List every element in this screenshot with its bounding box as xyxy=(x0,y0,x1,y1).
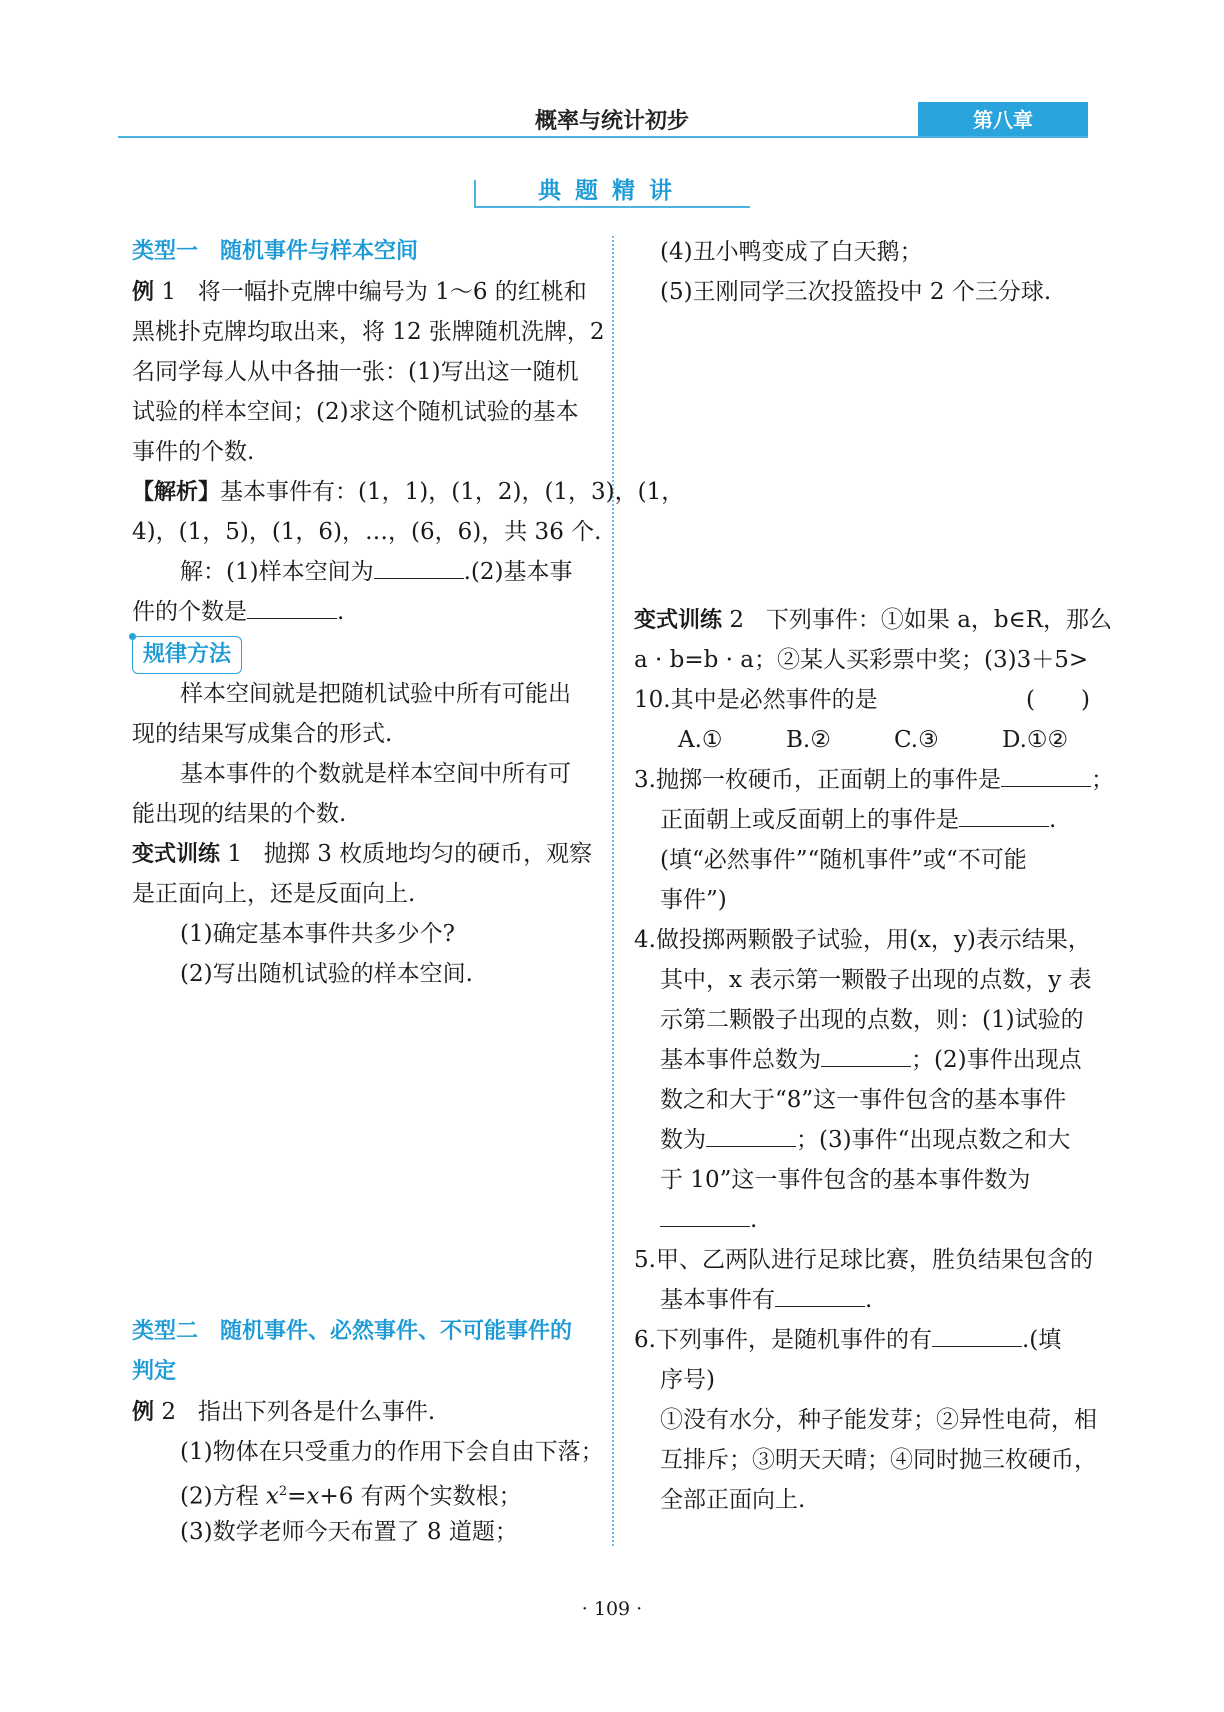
train2-text-1: 下列事件：①如果 a，b∈R，那么 xyxy=(765,607,1112,633)
option-c: C.③ xyxy=(894,727,939,753)
example1-text-4: 事件的个数. xyxy=(132,439,255,465)
example2-item-3: (3)数学老师今天布置了 8 道题； xyxy=(180,1519,518,1545)
rule-method-label: 规律方法 xyxy=(143,642,232,667)
type2-heading-1: 类型二 随机事件、必然事件、不可能事件的 xyxy=(132,1319,573,1344)
train2-label: 变式训练 xyxy=(634,608,723,633)
example2-item-4: (4)丑小鸭变成了白天鹅； xyxy=(660,239,923,265)
solution-line-2 xyxy=(132,592,594,632)
q4-line-6 xyxy=(634,1120,1094,1160)
example1-text-1: 黑桃扑克牌均取出来，将 12 张牌随机洗牌，2 xyxy=(132,319,605,345)
example2-text: 指出下列各是什么事件. xyxy=(197,1399,436,1425)
train2-number: 2 xyxy=(729,607,744,633)
answer-blank xyxy=(374,554,464,579)
q4-line-8 xyxy=(634,1200,1094,1240)
type1-heading: 类型一 随机事件与样本空间 xyxy=(132,239,419,264)
rule-text-1: 现的结果写成集合的形式. xyxy=(132,721,393,747)
left-column xyxy=(132,232,685,994)
header-title: 概率与统计初步 xyxy=(534,109,689,134)
q6-text-3: ①没有水分，种子能发芽；②异性电荷，相 xyxy=(660,1407,1097,1433)
rule-method-box xyxy=(132,636,242,674)
train1-label: 变式训练 xyxy=(132,842,221,867)
solution-text-b: .(2)基本事 xyxy=(463,559,573,585)
rule-text-2: 基本事件的个数就是样本空间中所有可 xyxy=(180,761,571,787)
q5-text-2b: . xyxy=(865,1287,873,1313)
q6-line-1 xyxy=(634,1320,1094,1360)
q6-text-1b: .(填 xyxy=(1021,1327,1062,1353)
example2-item-2 xyxy=(132,1472,594,1512)
answer-blank xyxy=(1001,762,1091,787)
example1-text-0: 将一幅扑克牌中编号为 1～6 的红桃和 xyxy=(197,279,587,305)
train1-question-1: (1)确定基本事件共多少个? xyxy=(180,921,455,947)
type2-heading-2: 判定 xyxy=(132,1359,177,1384)
q4-line-4 xyxy=(634,1040,1094,1080)
train2-line-3 xyxy=(634,680,1094,720)
q6-text-2: 序号) xyxy=(660,1367,715,1393)
q6-text-5: 全部正面向上. xyxy=(660,1487,806,1513)
chapter-tab: 第八章 xyxy=(918,102,1088,138)
ex2-item2-a: (2)方程 xyxy=(180,1483,259,1510)
solution-line-1 xyxy=(132,552,594,592)
example1-text-3: 试验的样本空间；(2)求这个随机试验的基本 xyxy=(132,399,579,425)
train1-text-1: 抛掷 3 枚质地均匀的硬币，观察 xyxy=(263,841,593,867)
q3-text-a: 3.抛掷一枚硬币，正面朝上的事件是 xyxy=(634,767,1001,793)
q3-text-f: 事件”) xyxy=(660,887,727,913)
q4-text-3: 示第二颗骰子出现的点数，则：(1)试验的 xyxy=(660,1007,1084,1033)
q3-text-b: ； xyxy=(1090,767,1114,793)
example1-label: 例 xyxy=(132,280,155,305)
q4-text-1: 4.做投掷两颗骰子试验，用(x，y)表示结果， xyxy=(634,927,1091,953)
ex2-item2-c: +6 有两个实数根； xyxy=(319,1483,522,1510)
example2-item-5: (5)王刚同学三次投篮投中 2 个三分球. xyxy=(660,279,1052,305)
answer-blank xyxy=(821,1042,911,1067)
rule-box-dot xyxy=(129,633,136,640)
train2-text-2: a · b=b · a；②某人买彩票中奖；(3)3＋5> xyxy=(634,647,1089,673)
ex2-item2-x2: x xyxy=(306,1483,320,1510)
example1-text-2: 名同学每人从中各抽一张：(1)写出这一随机 xyxy=(132,359,579,385)
example2-label: 例 xyxy=(132,1400,155,1425)
q6-text-1a: 6.下列事件，是随机事件的有 xyxy=(634,1327,932,1353)
train2-text-3: 10.其中是必然事件的是 xyxy=(634,687,878,713)
q4-text-7: 于 10”这一事件包含的基本事件数为 xyxy=(660,1167,1031,1193)
answer-blank xyxy=(959,802,1049,827)
example2-item-1: (1)物体在只受重力的作用下会自由下落； xyxy=(180,1439,604,1465)
train2-line-1 xyxy=(634,600,1112,640)
section-title-tick xyxy=(474,180,476,208)
q6-text-4: 互排斥；③明天天晴；④同时抛三枚硬币， xyxy=(660,1447,1097,1473)
q3-text-e: (填“必然事件”“随机事件”或“不可能 xyxy=(660,847,1027,873)
ex2-item2-b: = xyxy=(287,1483,307,1510)
analysis-label: 【解析】 xyxy=(132,480,221,505)
q4-text-2: 其中，x 表示第一颗骰子出现的点数，y 表 xyxy=(660,967,1092,993)
q5-line-2 xyxy=(634,1280,1094,1320)
example2-line xyxy=(132,1392,594,1432)
q3-line-2 xyxy=(634,800,1094,840)
answer-blank xyxy=(660,1202,750,1227)
q4-text-5: 数之和大于“8”这一事件包含的基本事件 xyxy=(660,1087,1067,1113)
page-number: · 109 · xyxy=(581,1598,643,1620)
ex2-item2-x: x xyxy=(265,1483,279,1510)
solution-text-a: 解：(1)样本空间为 xyxy=(180,559,374,585)
header-rule xyxy=(118,136,1088,138)
analysis-line-1 xyxy=(132,472,685,512)
options-row xyxy=(634,720,1094,760)
analysis-text-2: 4)，(1，5)，(1，6)，…，(6，6)，共 36 个. xyxy=(132,519,602,545)
rule-text-3: 能出现的结果的个数. xyxy=(132,801,347,827)
example2-number: 2 xyxy=(161,1399,176,1425)
q3-text-c: 正面朝上或反面朝上的事件是 xyxy=(660,807,959,833)
ex2-item2-sup: 2 xyxy=(278,1484,288,1499)
q4-text-4a: 基本事件总数为 xyxy=(660,1047,821,1073)
q4-text-6a: 数为 xyxy=(660,1127,706,1153)
solution-text-c: 件的个数是 xyxy=(132,599,247,625)
q3-line-1 xyxy=(634,760,1114,800)
section-title: 典题精讲 xyxy=(538,178,686,204)
rule-text-0: 样本空间就是把随机试验中所有可能出 xyxy=(180,681,571,707)
train1-number: 1 xyxy=(227,841,242,867)
answer-blank xyxy=(932,1322,1022,1347)
q4-text-8: . xyxy=(750,1207,758,1233)
left-column-lower xyxy=(132,1312,604,1552)
answer-blank xyxy=(706,1122,796,1147)
column-divider xyxy=(612,236,614,1546)
right-column-top xyxy=(634,232,1094,312)
example1-line xyxy=(132,272,594,312)
section-title-underline xyxy=(474,206,750,208)
q5-text-1: 5.甲、乙两队进行足球比赛，胜负结果包含的 xyxy=(634,1247,1093,1273)
answer-blank xyxy=(775,1282,865,1307)
option-d: D.①② xyxy=(1002,727,1069,753)
rule-box-line xyxy=(132,632,594,674)
train1-question-2: (2)写出随机试验的样本空间. xyxy=(180,961,473,987)
q4-text-6b: ；(3)事件“出现点数之和大 xyxy=(796,1127,1071,1153)
analysis-text-1: 基本事件有：(1，1)，(1，2)，(1，3)，(1， xyxy=(220,479,685,505)
example1-number: 1 xyxy=(161,279,176,305)
answer-blank xyxy=(247,594,337,619)
solution-text-d: . xyxy=(337,599,345,625)
q5-text-2a: 基本事件有 xyxy=(660,1287,775,1313)
option-b: B.② xyxy=(786,727,831,753)
option-a: A.① xyxy=(678,727,723,753)
right-column-main xyxy=(634,600,1114,1520)
train1-line-1 xyxy=(132,834,594,874)
train1-text-2: 是正面向上，还是反面向上. xyxy=(132,881,416,907)
q4-text-4b: ；(2)事件出现点 xyxy=(911,1047,1082,1073)
q3-text-d: . xyxy=(1049,807,1057,833)
answer-paren: ( ) xyxy=(1026,687,1090,713)
